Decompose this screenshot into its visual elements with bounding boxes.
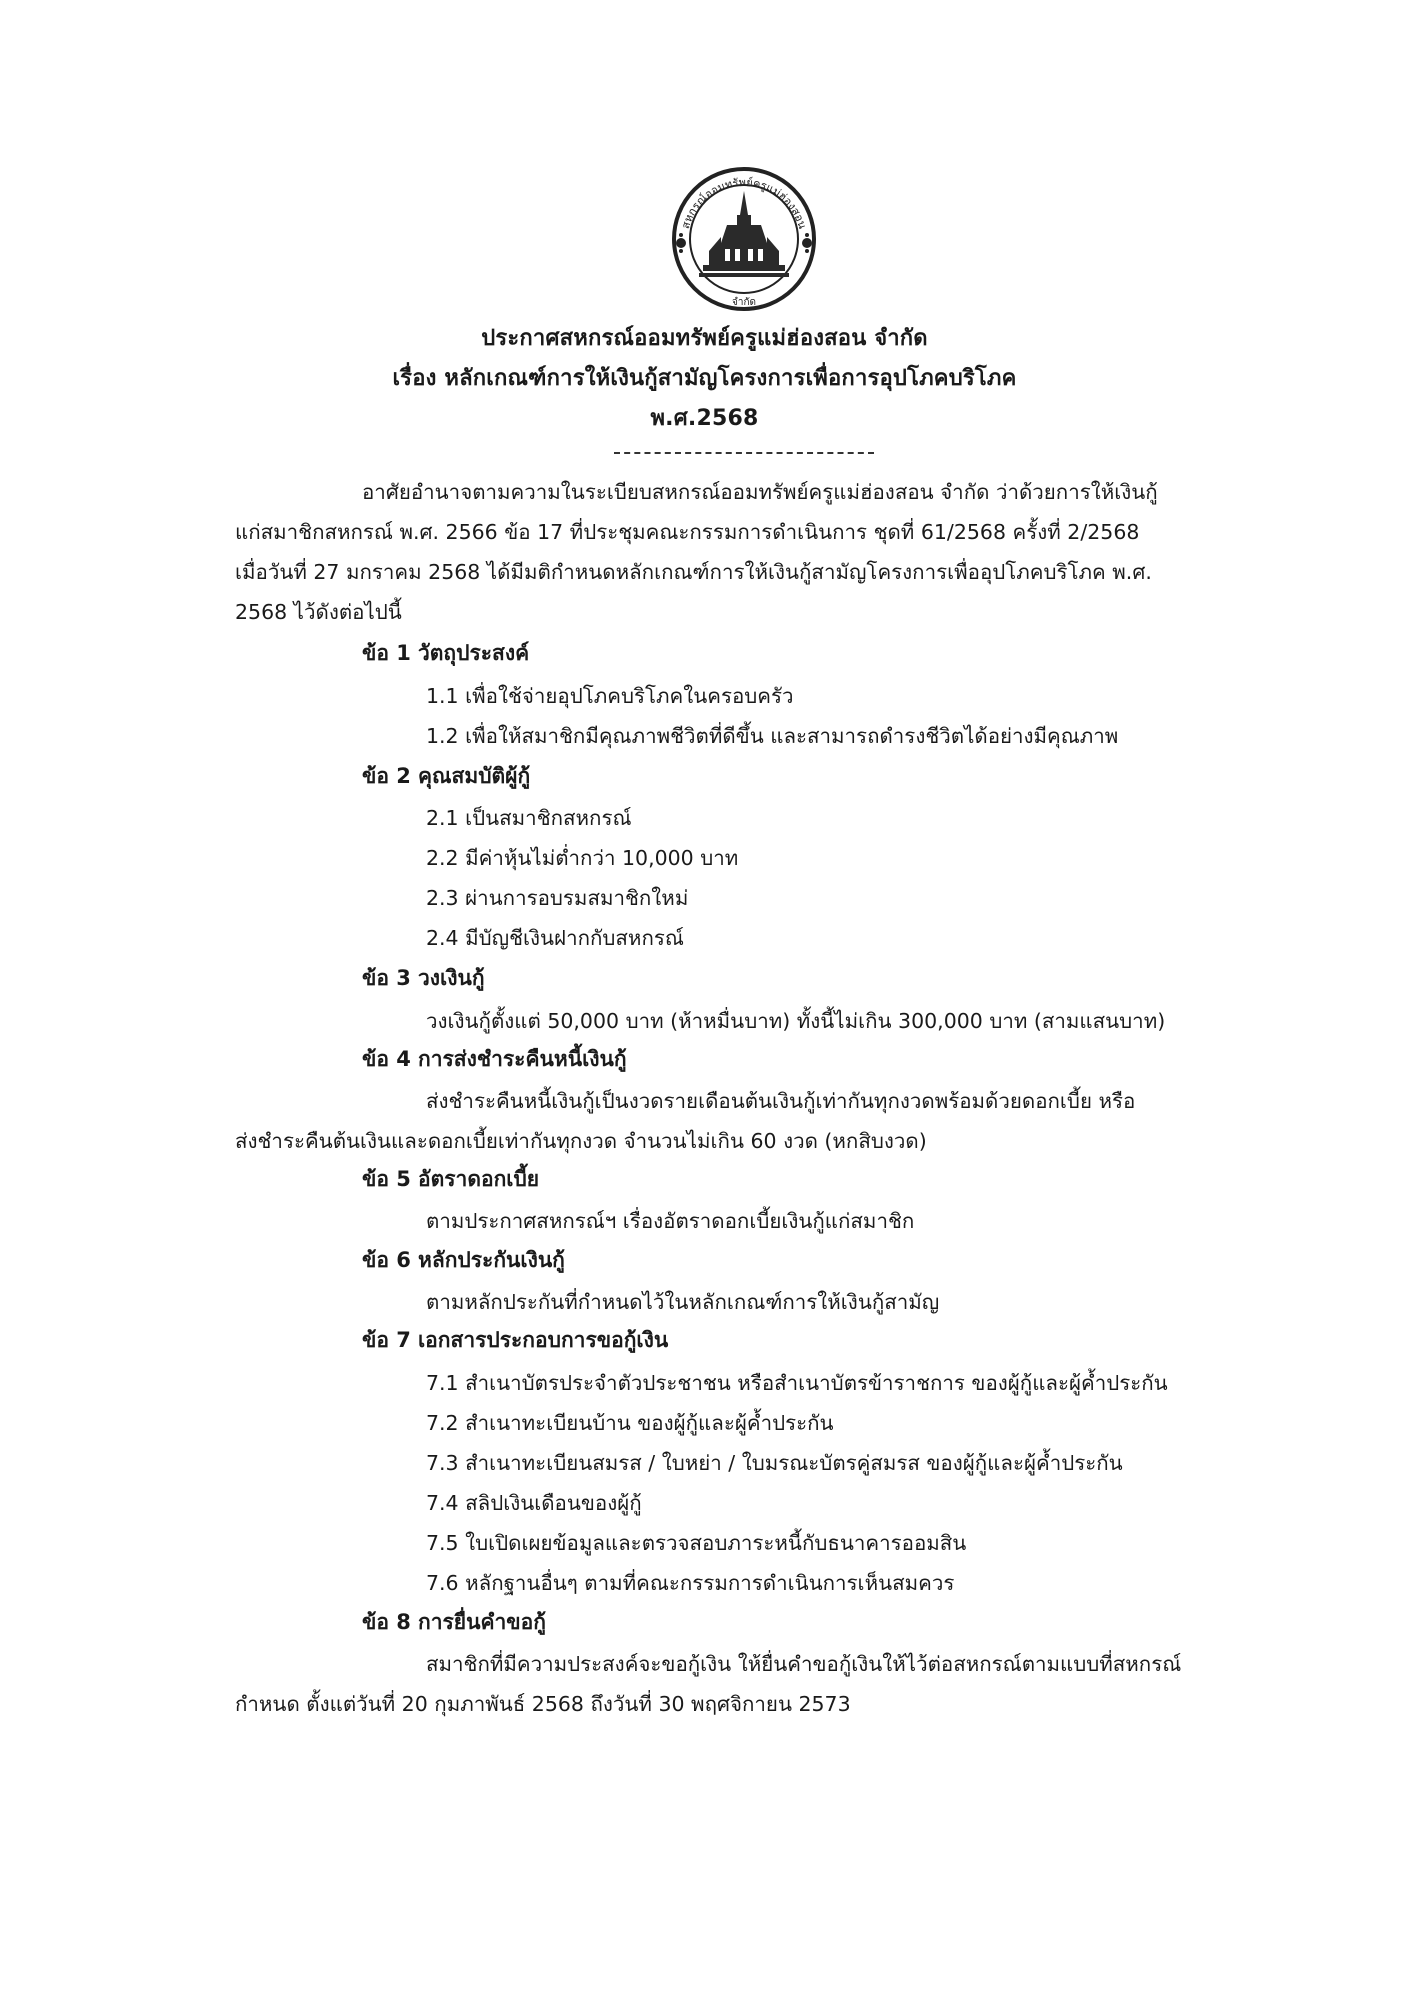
section-4-text-line-2: ส่งชำระคืนต้นเงินและดอกเบี้ยเท่ากันทุกงวด จำนวนไม่เกิน 60 งวด (หกสิบงวด) [235,1129,927,1153]
section-7-heading [362,1324,668,1357]
section-7-item: 7.2 สำเนาทะเบียนบ้าน ของผู้กู้และผู้ค้ำประกัน [426,1411,834,1435]
section-2-number: ข้อ 2 [362,764,411,788]
section-4-title: การส่งชำระคืนหนี้เงินกู้ [418,1047,627,1071]
section-5-heading [362,1163,539,1196]
section-8-text-line-1: สมาชิกที่มีความประสงค์จะขอกู้เงิน ให้ยื่นคำขอกู้เงินให้ไว้ต่อสหกรณ์ตามแบบที่สหกรณ์ [426,1652,1182,1676]
section-8-text-line-2: กำหนด ตั้งแต่วันที่ 20 กุมภาพันธ์ 2568 ถึงวันที่ 30 พฤศจิกายน 2573 [235,1692,851,1716]
section-2-item: 2.1 เป็นสมาชิกสหกรณ์ [426,806,632,830]
section-2-item: 2.3 ผ่านการอบรมสมาชิกใหม่ [426,886,689,910]
section-3-title: วงเงินกู้ [418,966,485,990]
section-2-item: 2.2 มีค่าหุ้นไม่ต่ำกว่า 10,000 บาท [426,846,739,870]
section-7-title: เอกสารประกอบการขอกู้เงิน [418,1328,669,1352]
section-7-item: 7.5 ใบเปิดเผยข้อมูลและตรวจสอบภาระหนี้กับธนาคารออมสิน [426,1531,967,1555]
section-1-item: 1.2 เพื่อให้สมาชิกมีคุณภาพชีวิตที่ดีขึ้น และสามารถดำรงชีวิตได้อย่างมีคุณภาพ [426,724,1119,748]
section-1-heading [362,637,529,670]
announcement-subject: เรื่อง หลักเกณฑ์การให้เงินกู้สามัญโครงการเพื่อการอุปโภคบริโภค [392,366,1017,391]
intro-line-2: แก่สมาชิกสหกรณ์ พ.ศ. 2566 ข้อ 17 ที่ประชุมคณะกรรมการดำเนินการ ชุดที่ 61/2568 ครั้งที่ 2/2568 [235,520,1140,544]
section-2-title: คุณสมบัติผู้กู้ [418,764,531,788]
seal-text-bottom: จำกัด [731,297,757,308]
section-6-text: ตามหลักประกันที่กำหนดไว้ในหลักเกณฑ์การให้เงินกู้สามัญ [426,1290,940,1314]
intro-line-1: อาศัยอำนาจตามความในระเบียบสหกรณ์ออมทรัพย์ครูแม่ฮ่องสอน จำกัด ว่าด้วยการให้เงินกู้ [362,480,1158,504]
section-7-item: 7.4 สลิปเงินเดือนของผู้กู้ [426,1491,642,1515]
section-3-text: วงเงินกู้ตั้งแต่ 50,000 บาท (ห้าหมื่นบาท) ทั้งนี้ไม่เกิน 300,000 บาท (สามแสนบาท) [426,1009,1166,1033]
section-1-number: ข้อ 1 [362,641,411,665]
section-2-heading [362,760,530,793]
section-8-title: การยื่นคำขอกู้ [418,1610,546,1634]
section-7-item: 7.6 หลักฐานอื่นๆ ตามที่คณะกรรมการดำเนินการเห็นสมควร [426,1571,955,1595]
section-1-item: 1.1 เพื่อใช้จ่ายอุปโภคบริโภคในครอบครัว [426,684,794,708]
section-8-heading [362,1606,546,1639]
seal-text-top: สหกรณ์ออมทรัพย์ครูแม่ฮ่องสอน [678,175,810,231]
section-3-heading [362,962,485,995]
section-5-text: ตามประกาศสหกรณ์ฯ เรื่องอัตราดอกเบี้ยเงินกู้แก่สมาชิก [426,1209,915,1233]
section-4-heading [362,1043,627,1076]
section-1-title: วัตถุประสงค์ [418,641,530,665]
title-divider [614,452,874,454]
section-3-number: ข้อ 3 [362,966,411,990]
intro-line-3: เมื่อวันที่ 27 มกราคม 2568 ได้มีมติกำหนดหลักเกณฑ์การให้เงินกู้สามัญโครงการเพื่ออุปโภคบริโภค พ.ศ. [235,560,1152,584]
section-6-number: ข้อ 6 [362,1248,411,1272]
section-7-item: 7.1 สำเนาบัตรประจำตัวประชาชน หรือสำเนาบัตรข้าราชการ ของผู้กู้และผู้ค้ำประกัน [426,1371,1168,1395]
announcement-title: ประกาศสหกรณ์ออมทรัพย์ครูแม่ฮ่องสอน จำกัด [481,326,928,351]
announcement-year: พ.ศ.2568 [650,406,759,431]
section-8-number: ข้อ 8 [362,1610,411,1634]
cooperative-seal-logo [669,165,819,313]
section-7-number: ข้อ 7 [362,1328,411,1352]
section-6-heading [362,1244,565,1277]
section-6-title: หลักประกันเงินกู้ [418,1248,565,1272]
section-5-number: ข้อ 5 [362,1167,411,1191]
section-4-text-line-1: ส่งชำระคืนหนี้เงินกู้เป็นงวดรายเดือนต้นเงินกู้เท่ากันทุกงวดพร้อมด้วยดอกเบี้ย หรือ [426,1089,1136,1113]
section-7-item: 7.3 สำเนาทะเบียนสมรส / ใบหย่า / ใบมรณะบัตรคู่สมรส ของผู้กู้และผู้ค้ำประกัน [426,1451,1123,1475]
intro-line-4: 2568 ไว้ดังต่อไปนี้ [235,600,402,624]
section-4-number: ข้อ 4 [362,1047,411,1071]
section-2-item: 2.4 มีบัญชีเงินฝากกับสหกรณ์ [426,926,684,950]
section-5-title: อัตราดอกเบี้ย [418,1167,540,1191]
